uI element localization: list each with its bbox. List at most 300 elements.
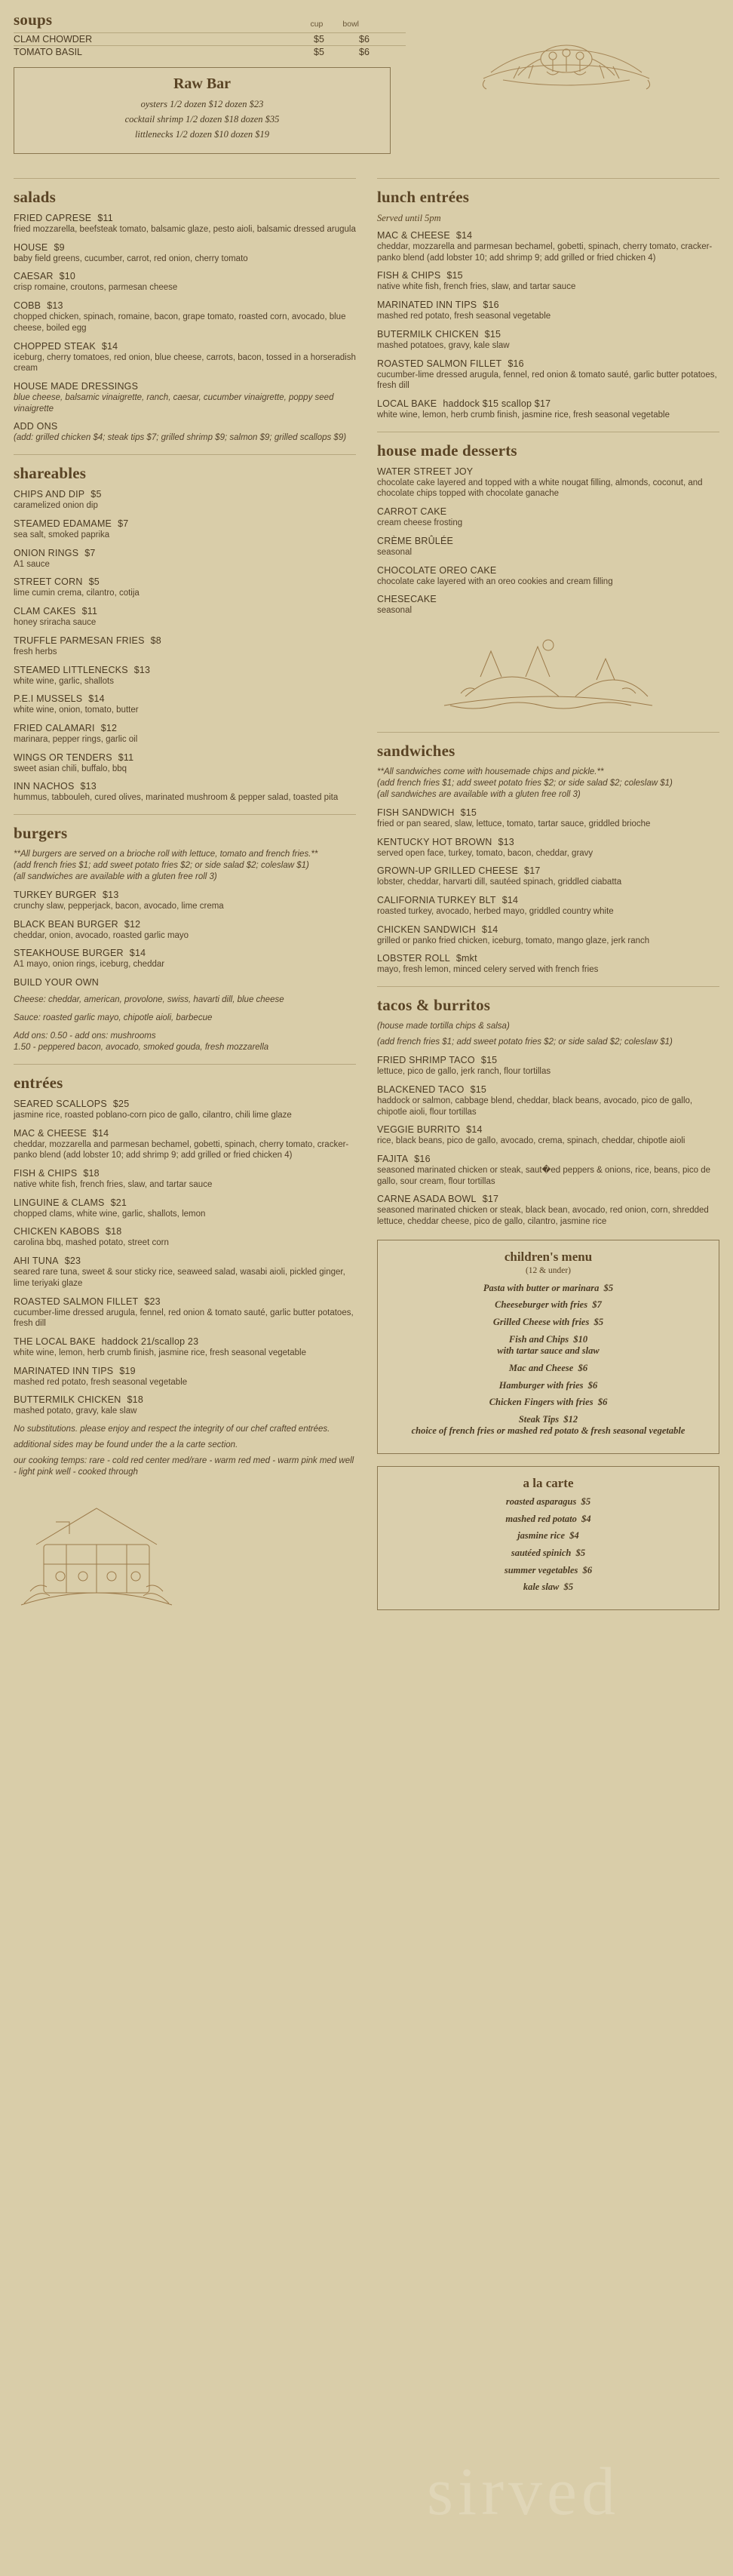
item-name: CLAM CAKES bbox=[14, 606, 76, 617]
item-description: A1 sauce bbox=[14, 559, 50, 569]
tacos-title: tacos & burritos bbox=[377, 996, 491, 1015]
entrees-section bbox=[14, 1074, 356, 1478]
item-name: THE LOCAL BAKE bbox=[14, 1336, 96, 1347]
burgers-note-line: (all sandwiches are available with a gluten free roll 3) bbox=[14, 871, 217, 881]
menu-item bbox=[377, 1154, 719, 1187]
dressings-title: HOUSE MADE DRESSINGS bbox=[14, 381, 139, 392]
build-your-own-block bbox=[14, 977, 356, 988]
a-la-carte-item bbox=[388, 1565, 708, 1577]
menu-item bbox=[377, 329, 719, 352]
item-name: LOBSTER ROLL bbox=[377, 953, 450, 964]
item-price: $12 bbox=[100, 722, 118, 733]
menu-item bbox=[377, 300, 719, 322]
item-description: chocolate cake layered with an oreo cookies and cream filling bbox=[377, 576, 613, 586]
childrens-menu-item bbox=[388, 1363, 708, 1375]
menu-item bbox=[377, 865, 719, 888]
item-description: chocolate cake layered and topped with a white nougat filling, almonds, coconut, and chocolate chips topped with chocolate ganache bbox=[377, 478, 703, 499]
item-description: mayo, fresh lemon, minced celery served with french fries bbox=[377, 965, 599, 975]
childrens-menu-item bbox=[388, 1380, 708, 1392]
burgers-note-line: **All burgers are served on a brioche roll with lettuce, tomato and french fries.** bbox=[14, 850, 318, 859]
burgers-note-line: (add french fries $1; add sweet potato fries $2; or side salad $2; coleslaw $1) bbox=[14, 861, 309, 871]
sandwiches-note-line: (add french fries $1; add sweet potato fries $2; or side salad $2; coleslaw $1) bbox=[377, 779, 673, 788]
sandwiches-note-line: (all sandwiches are available with a gluten free roll 3) bbox=[377, 789, 581, 799]
childrens-menu-title: children's menu bbox=[504, 1249, 593, 1264]
item-price: $11 bbox=[118, 752, 134, 763]
tacos-note bbox=[377, 1021, 719, 1048]
menu-item bbox=[14, 1168, 356, 1191]
menu-item bbox=[14, 948, 356, 970]
menu-item bbox=[14, 723, 356, 745]
item-price: $5 bbox=[88, 576, 100, 588]
soup-cup-price: $5 bbox=[314, 34, 324, 45]
item-name: CARROT CAKE bbox=[377, 506, 447, 518]
item-price: $13 bbox=[498, 836, 514, 847]
build-addons bbox=[14, 1031, 356, 1053]
menu-item bbox=[377, 270, 719, 293]
build-addons-line: Add ons: 0.50 - add ons: mushrooms bbox=[14, 1031, 156, 1041]
item-description: jasmine rice, roasted poblano-corn pico de gallo, cilantro, chili lime glaze bbox=[14, 1110, 292, 1120]
shareables-section bbox=[14, 464, 356, 804]
item-name: COBB bbox=[14, 300, 41, 312]
item-label: mashed red potato bbox=[505, 1513, 577, 1524]
mid-artwork-container bbox=[377, 627, 719, 721]
a-la-carte-item bbox=[388, 1548, 708, 1560]
item-name: HOUSE bbox=[14, 241, 48, 253]
item-name: FRIED CALAMARI bbox=[14, 722, 95, 733]
item-description: rice, black beans, pico de gallo, avocado, crema, spinach, cheddar, chipotle aioli bbox=[377, 1136, 685, 1146]
menu-item bbox=[14, 1128, 356, 1161]
divider bbox=[377, 732, 719, 733]
item-price: $13 bbox=[80, 781, 97, 792]
soups-col-cup: cup bbox=[310, 20, 324, 29]
item-description: lime cumin crema, cilantro, cotija bbox=[14, 589, 140, 598]
item-description: iceburg, cherry tomatoes, red onion, blue cheese, carrots, bacon, tossed in a horseradish cream bbox=[14, 352, 356, 373]
raw-bar-item: cocktail shrimp 1/2 dozen $18 dozen $35 bbox=[124, 114, 280, 124]
sandwiches-note-line: **All sandwiches come with housemade chips and pickle.** bbox=[377, 767, 604, 777]
item-description: chopped chicken, spinach, romaine, bacon, grape tomato, roasted corn, avocado, blue cheese, boiled egg bbox=[14, 312, 346, 333]
item-name: FISH & CHIPS bbox=[14, 1167, 78, 1179]
item-description: seasoned marinated chicken or steak, saut�ed peppers & onions, rice, beans, pico de gallo, sour cream, flour tortillas bbox=[377, 1165, 711, 1186]
menu-item bbox=[377, 398, 719, 421]
build-your-own-title: BUILD YOUR OWN bbox=[14, 977, 99, 988]
a-la-carte-item bbox=[388, 1530, 708, 1542]
item-description: native white fish, french fries, slaw, and tartar sauce bbox=[377, 282, 576, 292]
shareables-title: shareables bbox=[14, 464, 87, 483]
item-name: SEARED SCALLOPS bbox=[14, 1098, 107, 1109]
item-price: $12 bbox=[124, 918, 141, 930]
menu-item bbox=[14, 606, 356, 629]
item-name: BUTERMILK CHICKEN bbox=[377, 328, 479, 340]
item-price: $9 bbox=[54, 241, 65, 253]
item-label: Fish and Chips bbox=[508, 1333, 569, 1345]
item-price: $14 bbox=[481, 924, 498, 935]
item-label: Cheeseburger with fries bbox=[495, 1299, 588, 1311]
item-description: fried or pan seared, slaw, lettuce, tomato, tartar sauce, griddled brioche bbox=[377, 819, 651, 828]
item-price: $25 bbox=[112, 1098, 130, 1109]
menu-item bbox=[377, 466, 719, 500]
item-name: ROASTED SALMON FILLET bbox=[377, 358, 502, 369]
item-label: sautéed spinich bbox=[511, 1547, 572, 1558]
item-name: VEGGIE BURRITO bbox=[377, 1124, 461, 1136]
sandwiches-note bbox=[377, 767, 719, 801]
watermark: sirved bbox=[427, 2455, 620, 2529]
item-description: cucumber-lime dressed arugula, fennel, red onion & tomato sauté, garlic butter potatoes, fresh dill bbox=[14, 1308, 354, 1329]
item-description: grilled or panko fried chicken, iceburg, tomato, mango glaze, jerk ranch bbox=[377, 936, 650, 945]
dressings-block bbox=[14, 381, 356, 414]
item-description: honey sriracha sauce bbox=[14, 618, 97, 628]
menu-item bbox=[14, 693, 356, 716]
divider bbox=[377, 986, 719, 987]
soup-name: TOMATO BASIL bbox=[14, 47, 82, 57]
childrens-menu-item bbox=[388, 1283, 708, 1295]
item-label: Pasta with butter or marinara bbox=[483, 1282, 600, 1293]
childrens-menu-item bbox=[388, 1414, 708, 1437]
item-price: $17 bbox=[482, 1194, 499, 1205]
menu-item bbox=[377, 924, 719, 947]
item-description: seasoned marinated chicken or steak, black bean, avocado, red onion, corn, shredded lettuce, cheddar cheese, pico de gallo, cilantro, jasmine rice bbox=[377, 1206, 709, 1227]
menu-item bbox=[377, 953, 719, 976]
menu-item bbox=[377, 895, 719, 918]
soup-cup-price: $5 bbox=[314, 47, 324, 57]
item-name: STREET CORN bbox=[14, 576, 83, 588]
menu-item bbox=[14, 1256, 356, 1289]
item-price: $17 bbox=[524, 865, 541, 877]
childrens-menu-item bbox=[388, 1397, 708, 1409]
menu-item bbox=[14, 576, 356, 599]
soup-bowl-price: $6 bbox=[359, 34, 370, 45]
item-price: $7 bbox=[592, 1299, 602, 1311]
item-price: $15 bbox=[470, 1084, 487, 1095]
menu-columns bbox=[14, 168, 719, 1624]
menu-item bbox=[377, 1084, 719, 1117]
item-name: CHOCOLATE OREO CAKE bbox=[377, 564, 497, 576]
menu-item bbox=[377, 1055, 719, 1077]
item-price: $13 bbox=[103, 889, 119, 900]
item-name: WATER STREET JOY bbox=[377, 466, 474, 477]
build-cheese-line: Cheese: cheddar, american, provolone, swiss, havarti dill, blue cheese bbox=[14, 995, 284, 1005]
item-price: $14 bbox=[92, 1127, 109, 1139]
crest-artwork-container bbox=[413, 11, 719, 94]
item-description: seasonal bbox=[377, 606, 413, 616]
divider bbox=[14, 1064, 356, 1065]
item-price: $4 bbox=[581, 1513, 591, 1524]
item-name: CALIFORNIA TURKEY BLT bbox=[377, 895, 496, 906]
item-price: $5 bbox=[575, 1547, 586, 1558]
item-price: $18 bbox=[105, 1226, 122, 1237]
item-price: $11 bbox=[81, 606, 98, 617]
menu-item bbox=[377, 230, 719, 263]
item-description: mashed red potato, fresh seasonal vegetable bbox=[14, 1377, 188, 1387]
item-description: fried mozzarella, beefsteak tomato, balsamic glaze, pesto aioli, balsamic dressed arugula bbox=[14, 225, 356, 234]
item-description: cheddar, mozzarella and parmesan bechamel, gobetti, spinach, cherry tomato, cracker-panko blend (add lobster 10; add shrimp 9; add grilled or fried chicken 4) bbox=[377, 242, 713, 263]
menu-item bbox=[377, 837, 719, 859]
item-description: white wine, onion, tomato, butter bbox=[14, 705, 139, 715]
item-description: haddock or salmon, cabbage blend, cheddar, black beans, avocado, pico de gallo, chipotle aioli, flour tortillas bbox=[377, 1096, 693, 1117]
item-name: P.E.I MUSSELS bbox=[14, 693, 83, 705]
item-description: seared rare tuna, sweet & sour sticky rice, seaweed salad, wasabi aioli, pickled ginger, lime teriyaki glaze bbox=[14, 1268, 345, 1288]
item-price: $6 bbox=[578, 1362, 588, 1373]
menu-item bbox=[14, 300, 356, 334]
item-price: $14 bbox=[455, 230, 473, 241]
divider bbox=[14, 814, 356, 815]
soup-name: CLAM CHOWDER bbox=[14, 34, 93, 45]
item-label: Hamburger with fries bbox=[498, 1379, 584, 1391]
item-name: LINGUINE & CLAMS bbox=[14, 1197, 105, 1208]
desserts-section bbox=[377, 441, 719, 616]
item-price: $19 bbox=[119, 1365, 136, 1376]
item-subtext: choice of french fries or mashed red potato & fresh seasonal vegetable bbox=[411, 1425, 685, 1437]
entrees-footnote-line: No substitutions. please enjoy and respect the integrity of our chef crafted entrées. bbox=[14, 1425, 330, 1434]
item-description: native white fish, french fries, slaw, and tartar sauce bbox=[14, 1179, 213, 1189]
menu-item bbox=[14, 665, 356, 687]
menu-item bbox=[14, 890, 356, 912]
item-price: $4 bbox=[569, 1530, 579, 1542]
entrees-footnote-line: additional sides may be found under the a la carte section. bbox=[14, 1440, 238, 1450]
item-description: white wine, lemon, herb crumb finish, jasmine rice, fresh seasonal vegetable bbox=[377, 410, 670, 420]
item-price: $10 bbox=[59, 271, 76, 282]
soups-section bbox=[14, 11, 406, 154]
item-price: $14 bbox=[466, 1124, 483, 1136]
item-name: CHOPPED STEAK bbox=[14, 340, 96, 352]
table-row bbox=[14, 32, 406, 45]
tavern-crest-icon bbox=[468, 26, 664, 94]
item-description: mashed potatoes, gravy, kale slaw bbox=[377, 340, 510, 350]
childrens-menu-box bbox=[377, 1240, 719, 1454]
item-price: $5 bbox=[581, 1496, 591, 1508]
item-description: lobster, cheddar, harvarti dill, sautéed spinach, griddled ciabatta bbox=[377, 878, 622, 887]
top-section bbox=[14, 11, 719, 154]
item-price: $7 bbox=[84, 547, 96, 558]
item-price: $15 bbox=[484, 328, 501, 340]
item-label: Grilled Cheese with fries bbox=[492, 1317, 590, 1328]
divider bbox=[14, 454, 356, 455]
soups-title: soups bbox=[14, 11, 53, 29]
bottom-artwork-container bbox=[14, 1492, 356, 1624]
item-name: CARNE ASADA BOWL bbox=[377, 1194, 477, 1205]
item-price: $23 bbox=[144, 1296, 161, 1307]
item-price: $15 bbox=[480, 1055, 498, 1066]
right-column bbox=[377, 168, 719, 1624]
item-price: $5 bbox=[593, 1317, 604, 1328]
item-description: sea salt, smoked paprika bbox=[14, 530, 110, 539]
item-label: kale slaw bbox=[523, 1582, 560, 1593]
item-price: $8 bbox=[150, 635, 161, 646]
item-price: $12 bbox=[563, 1413, 578, 1425]
item-description: served open face, turkey, tomato, bacon, cheddar, gravy bbox=[377, 848, 593, 858]
table-row bbox=[14, 45, 406, 58]
item-name: CHICKEN KABOBS bbox=[14, 1226, 100, 1237]
item-price: $14 bbox=[501, 895, 519, 906]
menu-item bbox=[14, 1336, 356, 1359]
item-price: $16 bbox=[483, 300, 499, 311]
item-description: lettuce, pico de gallo, jerk ranch, flour tortillas bbox=[377, 1067, 551, 1077]
salads-title: salads bbox=[14, 188, 57, 206]
item-label: jasmine rice bbox=[517, 1530, 566, 1542]
a-la-carte-item bbox=[388, 1514, 708, 1526]
item-description: white wine, lemon, herb crumb finish, jasmine rice, fresh seasonal vegetable bbox=[14, 1348, 306, 1357]
item-price: $14 bbox=[88, 693, 105, 705]
menu-item bbox=[377, 807, 719, 830]
lunch-entrees-section bbox=[377, 188, 719, 421]
menu-item bbox=[377, 1194, 719, 1227]
item-price: $18 bbox=[83, 1167, 100, 1179]
item-description: fresh herbs bbox=[14, 647, 57, 656]
addons-description: (add: grilled chicken $4; steak tips $7; grilled shrimp $9; salmon $9; grilled scallops $9) bbox=[14, 433, 347, 443]
tacos-section bbox=[377, 996, 719, 1228]
a-la-carte-item bbox=[388, 1582, 708, 1594]
item-description: white wine, garlic, shallots bbox=[14, 676, 114, 686]
left-column bbox=[14, 168, 356, 1624]
menu-item bbox=[14, 341, 356, 374]
item-name: FISH & CHIPS bbox=[377, 270, 441, 281]
tacos-note-line: (add french fries $1; add sweet potato fries $2; or side salad $2; coleslaw $1) bbox=[377, 1037, 673, 1047]
item-name: FRIED CAPRESE bbox=[14, 213, 92, 223]
menu-item bbox=[14, 781, 356, 804]
entrees-title: entrées bbox=[14, 1073, 63, 1092]
item-subtext: with tartar sauce and slaw bbox=[497, 1345, 600, 1357]
item-price: $16 bbox=[508, 358, 524, 369]
build-sauce-line: Sauce: roasted garlic mayo, chipotle aioli, barbecue bbox=[14, 1013, 213, 1022]
item-name: ONION RINGS bbox=[14, 547, 79, 558]
item-name: WINGS OR TENDERS bbox=[14, 752, 112, 763]
item-price: $6 bbox=[597, 1397, 608, 1408]
item-description: cheddar, mozzarella and parmesan bechamel, gobetti, spinach, cherry tomato, cracker-panko blend (add lobster 10; add shrimp 9; add grilled or fried chicken 4) bbox=[14, 1139, 349, 1160]
item-name: CHESECAKE bbox=[377, 594, 437, 605]
soups-column-headers bbox=[310, 20, 406, 32]
item-price: $21 bbox=[110, 1197, 127, 1208]
item-description: marinara, pepper rings, garlic oil bbox=[14, 734, 138, 744]
item-label: Chicken Fingers with fries bbox=[489, 1397, 593, 1408]
item-price: $5 bbox=[563, 1582, 574, 1593]
item-name: TRUFFLE PARMESAN FRIES bbox=[14, 635, 145, 646]
item-description: seasonal bbox=[377, 547, 413, 557]
menu-item bbox=[14, 242, 356, 265]
menu-item bbox=[14, 1197, 356, 1220]
item-price: $15 bbox=[446, 270, 463, 281]
item-price: $13 bbox=[133, 664, 151, 675]
menu-item bbox=[14, 635, 356, 658]
item-price: $13 bbox=[47, 300, 63, 312]
item-name: ROASTED SALMON FILLET bbox=[14, 1296, 139, 1307]
item-name: STEAMED LITTLENECKS bbox=[14, 664, 128, 675]
addons-title: ADD ONS bbox=[14, 421, 58, 432]
menu-item bbox=[377, 594, 719, 616]
item-description: chopped clams, white wine, garlic, shallots, lemon bbox=[14, 1209, 206, 1219]
soup-bowl-price: $6 bbox=[359, 47, 370, 57]
menu-item bbox=[14, 489, 356, 512]
item-name: BLACKENED TACO bbox=[377, 1084, 465, 1095]
item-name: MARINATED INN TIPS bbox=[377, 300, 477, 311]
menu-item bbox=[14, 1099, 356, 1121]
item-description: cream cheese frosting bbox=[377, 518, 463, 528]
raw-bar-item: littlenecks 1/2 dozen $10 dozen $19 bbox=[134, 129, 270, 140]
burgers-title: burgers bbox=[14, 824, 68, 843]
item-label: summer vegetables bbox=[504, 1564, 578, 1575]
item-description: mashed red potato, fresh seasonal vegetable bbox=[377, 312, 551, 321]
addons-block bbox=[14, 421, 356, 444]
soups-col-bowl: bowl bbox=[342, 20, 359, 29]
tacos-note-line: (house made tortilla chips & salsa) bbox=[377, 1022, 510, 1031]
item-description: cheddar, onion, avocado, roasted garlic mayo bbox=[14, 930, 189, 940]
item-description: caramelized onion dip bbox=[14, 501, 98, 511]
item-name: CRÈME BRÛLÉE bbox=[377, 535, 454, 546]
childrens-menu-item bbox=[388, 1299, 708, 1311]
burgers-note bbox=[14, 849, 356, 883]
menu-item bbox=[14, 518, 356, 541]
entrees-footnote bbox=[14, 1424, 356, 1478]
item-price: $mkt bbox=[455, 953, 477, 964]
item-name: CHICKEN SANDWICH bbox=[377, 924, 476, 935]
item-price: $11 bbox=[97, 213, 113, 223]
lunch-entrees-note: Served until 5pm bbox=[377, 213, 441, 223]
item-description: cucumber-lime dressed arugula, fennel, red onion & tomato sauté, garlic butter potatoes, fresh dill bbox=[377, 370, 717, 391]
item-name: FAJITA bbox=[377, 1153, 409, 1164]
item-name: MAC & CHEESE bbox=[377, 230, 450, 241]
item-price: $7 bbox=[118, 518, 129, 529]
harbor-scene-icon bbox=[435, 627, 661, 718]
lunch-entrees-title: lunch entrées bbox=[377, 188, 470, 206]
item-price: $5 bbox=[603, 1282, 614, 1293]
raw-bar-title: Raw Bar bbox=[173, 75, 232, 92]
build-addons-line: 1.50 - peppered bacon, avocado, smoked gouda, fresh mozzarella bbox=[14, 1042, 269, 1052]
item-name: BLACK BEAN BURGER bbox=[14, 918, 118, 930]
item-name: CHIPS AND DIP bbox=[14, 489, 85, 500]
menu-item bbox=[377, 358, 719, 392]
item-name: GROWN-UP GRILLED CHEESE bbox=[377, 865, 519, 877]
item-name: KENTUCKY HOT BROWN bbox=[377, 836, 492, 847]
salads-section bbox=[14, 188, 356, 444]
divider bbox=[14, 178, 356, 179]
menu-item bbox=[377, 565, 719, 588]
childrens-menu-subtitle: (12 & under) bbox=[525, 1265, 572, 1275]
menu-item bbox=[14, 548, 356, 570]
burgers-section bbox=[14, 824, 356, 1053]
item-name: LOCAL BAKE bbox=[377, 398, 437, 410]
item-price: $16 bbox=[414, 1153, 431, 1164]
menu-item bbox=[377, 1124, 719, 1147]
childrens-menu-item bbox=[388, 1334, 708, 1357]
item-description: carolina bbq, mashed potato, street corn bbox=[14, 1238, 169, 1248]
item-price: $6 bbox=[587, 1379, 598, 1391]
menu-item bbox=[377, 506, 719, 529]
menu-item bbox=[14, 1366, 356, 1388]
entrees-footnote-line: our cooking temps: rare - cold red center med/rare - warm red med - warm pink med well - light pink well - cooked through bbox=[14, 1456, 354, 1477]
item-description: crisp romaine, croutons, parmesan cheese bbox=[14, 283, 178, 293]
tavern-scene-icon bbox=[14, 1492, 179, 1620]
item-name: AHI TUNA bbox=[14, 1256, 59, 1267]
menu-item bbox=[14, 752, 356, 775]
a-la-carte-box bbox=[377, 1466, 719, 1610]
item-price: $14 bbox=[101, 340, 118, 352]
item-name: STEAMED EDAMAME bbox=[14, 518, 112, 529]
item-price: $5 bbox=[90, 489, 102, 500]
item-name: MARINATED INN TIPS bbox=[14, 1365, 114, 1376]
item-description: sweet asian chili, buffalo, bbq bbox=[14, 764, 127, 773]
menu-item bbox=[14, 213, 356, 235]
item-price: $23 bbox=[64, 1256, 81, 1267]
menu-item bbox=[14, 1394, 356, 1417]
raw-bar-box bbox=[14, 67, 391, 154]
divider bbox=[377, 178, 719, 179]
soups-header bbox=[14, 11, 406, 32]
childrens-menu-item bbox=[388, 1317, 708, 1329]
item-label: Mac and Cheese bbox=[508, 1362, 574, 1373]
item-name: CAESAR bbox=[14, 271, 54, 282]
menu-item bbox=[377, 536, 719, 558]
item-description: baby field greens, cucumber, carrot, red onion, cherry tomato bbox=[14, 254, 248, 263]
a-la-carte-item bbox=[388, 1496, 708, 1508]
item-price: $15 bbox=[460, 807, 477, 818]
